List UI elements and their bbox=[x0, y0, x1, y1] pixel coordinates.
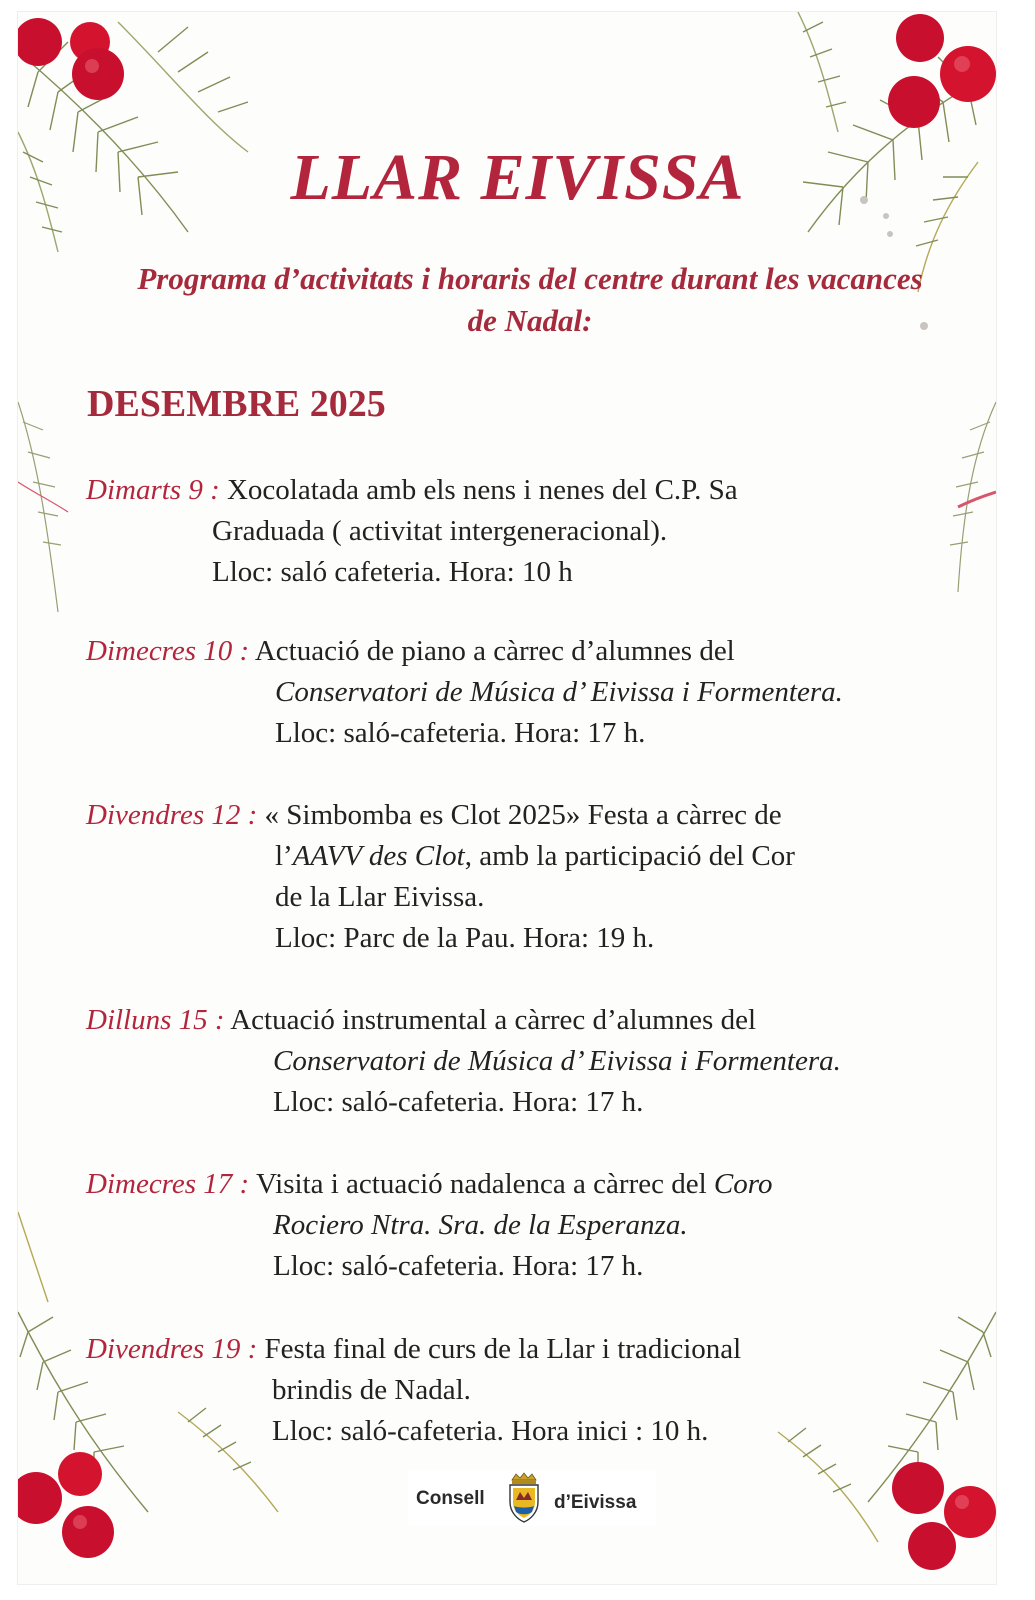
event-day: Dimecres 10 : bbox=[86, 635, 250, 667]
event-day: Dilluns 15 : bbox=[86, 1004, 225, 1036]
event-line bbox=[86, 795, 946, 836]
logo-word-eivissa: d’Eivissa bbox=[554, 1492, 637, 1513]
pine-sprig-left bbox=[18, 402, 68, 612]
event-divendres-12 bbox=[86, 795, 946, 959]
month-heading: DESEMBRE 2025 bbox=[87, 383, 386, 425]
event-description: Visita i actuació nadalenca a càrrec del bbox=[249, 1168, 714, 1200]
event-location-time: Lloc: saló-cafeteria. Hora: 17 h. bbox=[273, 1250, 644, 1282]
event-location-time: Lloc: saló cafeteria. Hora: 10 h bbox=[212, 556, 573, 588]
event-location-time: Lloc: saló-cafeteria. Hora: 17 h. bbox=[273, 1086, 644, 1118]
pine-sprig-right bbox=[950, 402, 996, 592]
subtitle-line-2: de Nadal: bbox=[467, 303, 593, 338]
event-dimarts-9 bbox=[86, 470, 946, 593]
event-dimecres-10 bbox=[86, 631, 946, 754]
event-location-time: Lloc: saló-cafeteria. Hora inici : 10 h. bbox=[272, 1415, 709, 1447]
event-organizer-cont: Rociero Ntra. Sra. de la Esperanza. bbox=[273, 1209, 688, 1241]
event-description-cont: de la Llar Eivissa. bbox=[275, 881, 485, 913]
event-day: Dimecres 17 : bbox=[86, 1168, 250, 1200]
event-description-cont: brindis de Nadal. bbox=[272, 1374, 471, 1406]
event-location-time: Lloc: saló-cafeteria. Hora: 17 h. bbox=[275, 717, 646, 749]
event-description-cont: Graduada ( activitat intergeneracional). bbox=[212, 515, 668, 547]
event-organizer: AAVV des Clot bbox=[292, 840, 465, 872]
event-day: Divendres 12 : bbox=[86, 799, 258, 831]
text-fragment: l’ bbox=[275, 840, 293, 872]
event-day: Dimarts 9 : bbox=[86, 474, 220, 506]
event-divendres-19 bbox=[86, 1329, 946, 1452]
event-dilluns-15 bbox=[86, 1000, 946, 1123]
text-fragment: , amb la participació del Cor bbox=[464, 840, 795, 872]
event-day: Divendres 19 : bbox=[86, 1333, 258, 1365]
event-description: Actuació de piano a càrrec d’alumnes del bbox=[249, 635, 735, 667]
event-description-cont bbox=[86, 836, 946, 877]
event-line bbox=[86, 1329, 946, 1370]
event-description: Actuació instrumental a càrrec d’alumnes del bbox=[224, 1004, 757, 1036]
event-location-time: Lloc: Parc de la Pau. Hora: 19 h. bbox=[275, 922, 655, 954]
berries-bottom-right bbox=[892, 1462, 996, 1570]
event-organizer: Conservatori de Música d’ Eivissa i Formentera. bbox=[273, 1045, 841, 1077]
event-description: Festa final de curs de la Llar i tradicional bbox=[257, 1333, 742, 1365]
event-dimecres-17 bbox=[86, 1164, 946, 1287]
event-line bbox=[86, 1000, 946, 1041]
event-line bbox=[86, 470, 946, 511]
berries-top-right bbox=[888, 14, 996, 128]
event-organizer: Conservatori de Música d’ Eivissa i Formentera. bbox=[275, 676, 843, 708]
coat-of-arms-icon bbox=[504, 1472, 544, 1524]
logo-word-consell: Consell bbox=[416, 1488, 485, 1509]
event-line bbox=[86, 631, 946, 672]
event-organizer: Coro bbox=[713, 1168, 773, 1200]
event-description: « Simbomba es Clot 2025» Festa a càrrec de bbox=[257, 799, 782, 831]
consell-eivissa-logo bbox=[408, 1470, 656, 1526]
poster-title: LLAR EIVISSA bbox=[290, 141, 745, 214]
event-line bbox=[86, 1164, 946, 1205]
event-description: Xocolatada amb els nens i nenes del C.P. Sa bbox=[219, 474, 738, 506]
subtitle-line-1: Programa d’activitats i horaris del centre durant les vacances bbox=[137, 261, 923, 296]
berries-bottom-left bbox=[18, 1452, 114, 1558]
poster-subtitle bbox=[100, 258, 960, 342]
